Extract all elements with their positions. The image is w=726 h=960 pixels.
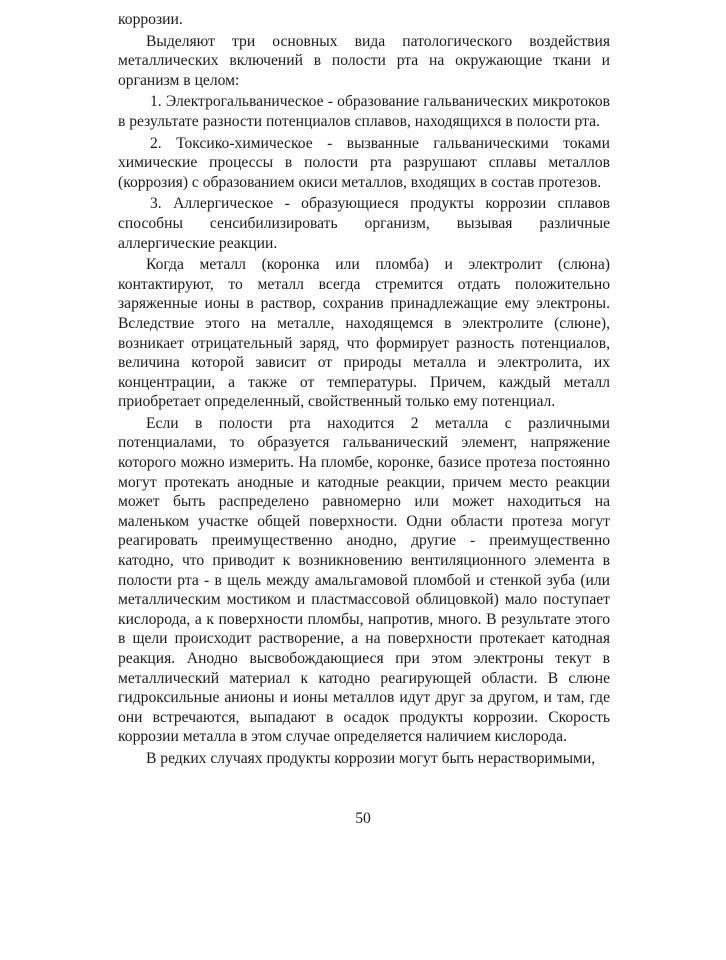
list-item-electrogalvanic: 1. Электрогальваническое - образование гальванических микротоков в результате разности потенциалов сплавов, находящихся в полости рта. [118,93,610,130]
paragraph-galvanic-element: Если в полости рта находится 2 металла с различными потенциалами, то образуется гальванический элемент, напряжение которого можно измерить. На пломбе, коронке, базисе протеза постоянно могут протекать анодные и катодные реакции, причем место реакции может быть распределено равномерно или может находиться на маленьком участке общей поверхности. Одни области протеза могут реагировать преимущественно анодно, другие - преимущественно катодно, что приводит к возникновению вентиляционного элемента в полости рта - в щель между амальгамовой пломбой и стенкой зуба (или металлическим мостиком и пластмассовой облицовкой) мало поступает кислорода, а к поверхности пломбы, напротив, много. В результате этого в щели происходит растворение, а на поверхности протекает катодная реакция. Анодно высвобождающиеся при этом электроны текут в металлический материал к катодно реагирующей области. В слюне гидроксильные анионы и ионы металлов идут друг за другом, и там, где они встречаются, выпадают в осадок продукты коррозии. Скорость коррозии металла в этом случае определяется наличием кислорода. [118,414,610,746]
paragraph-intro: Выделяют три основных вида патологического воздействия металлических включений в полости рта на окружающие ткани и организм в целом: [118,32,610,89]
list-item-toxic-chemical: 2. Токсико-химическое - вызванные гальваническими токами химические процессы в полости рта разрушают сплавы металлов (коррозия) с образованием окиси металлов, входящих в состав протезов. [118,134,610,191]
page-body [118,10,610,771]
page-number: 50 [355,810,371,827]
paragraph-rare-cases: В редких случаях продукты коррозии могут быть нерастворимыми, [146,749,596,767]
list-item-allergic: 3. Аллергическое - образующиеся продукты коррозии сплавов способны сенсибилизировать организм, вызывая различные аллергические реакции. [118,195,610,252]
paragraph-metal-electrolyte: Когда металл (коронка или пломба) и электролит (слюна) контактируют, то металл всегда стремится отдать положительно заряженные ионы в раствор, сохранив принадлежащие ему электроны. Вследствие этого на металле, находящемся в электролите (слюне), возникает отрицательный заряд, что формирует разность потенциалов, величина которой зависит от природы металла и электролита, их концентрации, а также от температуры. Причем, каждый металл приобретает определенный, свойственный только ему потенциал. [118,256,610,411]
paragraph-continuation: коррозии. [118,11,183,28]
